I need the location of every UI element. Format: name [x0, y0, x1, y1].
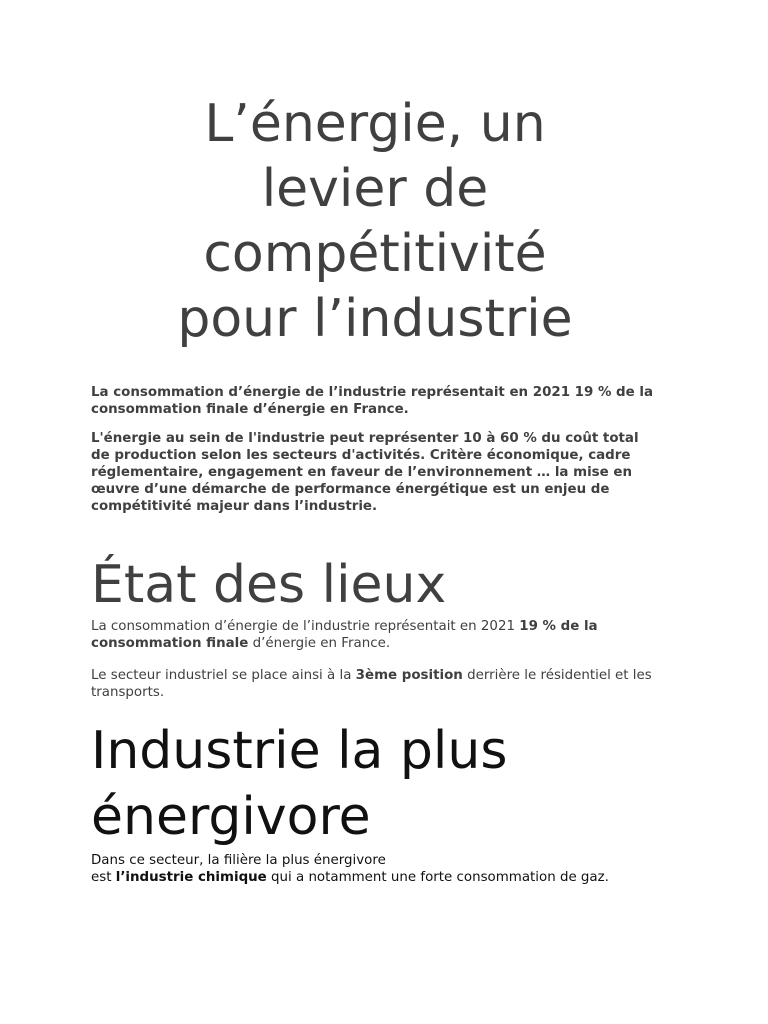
intro-paragraph-2: L'énergie au sein de l'industrie peut représenter 10 à 60 % du coût total de production selon les secteurs d'activités. Critère économique, cadre réglementaire, engagement en faveur de l’environnement … la mise en œuvre d’une démarche de performance énergétique est un enjeu de compétitivité majeur dans l’industrie. — [91, 431, 639, 514]
title-line-2: levier de — [261, 159, 489, 219]
industrie-section-body — [91, 852, 663, 886]
etat-paragraph-1 — [91, 618, 663, 652]
title-line-3: compétitivité — [203, 224, 547, 284]
intro-section — [91, 384, 661, 527]
industrie-heading-line-1: Industrie la plus — [91, 721, 508, 781]
etat-p1-text: La consommation d’énergie de l’industrie représentait en 2021 — [91, 619, 520, 634]
industrie-heading-line-2: énergivore — [91, 787, 371, 847]
section-heading-etat: État des lieux — [91, 555, 447, 615]
industrie-p1-bold: l’industrie chimique — [115, 870, 267, 885]
etat-section-body — [91, 618, 663, 716]
title-line-1: L’énergie, un — [204, 94, 546, 154]
etat-p2-text-end: derrière le résidentiel et les transports. — [91, 668, 652, 700]
intro-paragraph-1: La consommation d’énergie de l’industrie représentait en 2021 19 % de la consommation finale d’énergie en France. — [91, 385, 654, 417]
etat-p2-bold: 3ème position — [355, 668, 463, 683]
title-line-4: pour l’industrie — [177, 289, 573, 349]
section-heading-industrie — [91, 718, 691, 850]
etat-p1-bold: 19 % de la consommation finale — [91, 619, 598, 651]
industrie-p1-text-end: qui a notamment une forte consommation de gaz. — [266, 870, 609, 885]
industrie-p1-line1: Dans ce secteur, la filière la plus énergivore — [91, 853, 386, 868]
document-title — [120, 92, 630, 352]
industrie-p1-text: est — [91, 870, 116, 885]
etat-p2-text: Le secteur industriel se place ainsi à la — [91, 668, 356, 683]
industrie-paragraph-1 — [91, 852, 663, 886]
etat-p1-text-end: d’énergie en France. — [248, 636, 391, 651]
etat-paragraph-2 — [91, 667, 663, 701]
